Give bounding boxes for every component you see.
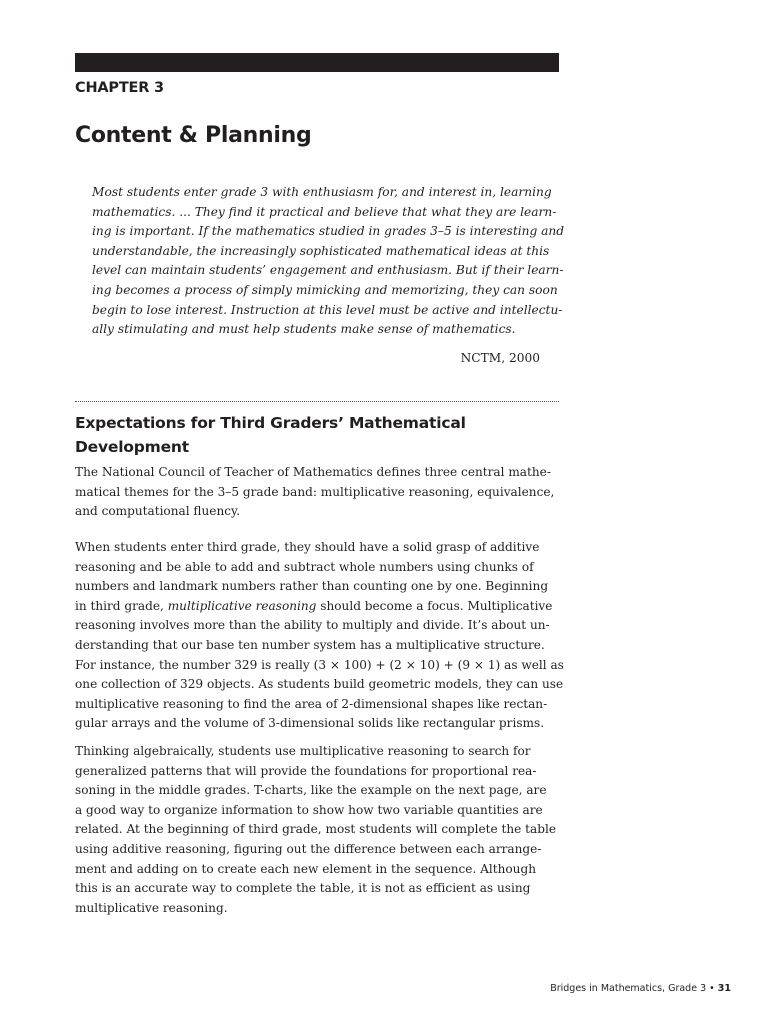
paragraph-line: and computational fluency. bbox=[75, 504, 241, 519]
paragraph-line: matical themes for the 3–5 grade band: multiplicative reasoning, equivalence, bbox=[75, 484, 555, 499]
paragraph-themes bbox=[75, 463, 559, 522]
quote-line: understandable, the increasingly sophisticated mathematical ideas at this bbox=[92, 243, 550, 258]
emphasized-term: multiplicative reasoning bbox=[167, 598, 317, 613]
heading-line: Development bbox=[75, 437, 189, 456]
quote-line: ing is important. If the mathematics studied in grades 3–5 is interesting and bbox=[92, 224, 565, 239]
paragraph-line: The National Council of Teacher of Mathematics defines three central mathe- bbox=[75, 465, 551, 479]
chapter-header-bar bbox=[75, 53, 559, 72]
section-divider bbox=[75, 401, 559, 402]
footer-text: Bridges in Mathematics, Grade 3 • bbox=[550, 983, 718, 994]
quote-line: level can maintain students’ engagement and enthusiasm. But if their learn- bbox=[92, 263, 564, 278]
page-title: Content & Planning bbox=[75, 123, 312, 148]
paragraph-line: multiplicative reasoning. bbox=[75, 900, 228, 915]
epigraph-quote bbox=[92, 183, 565, 340]
paragraph-line: a good way to organize information to show how two variable quantities are bbox=[75, 802, 543, 817]
paragraph-line: one collection of 329 objects. As students build geometric models, they can use bbox=[75, 677, 564, 692]
line-text: should become a focus. Multiplicative bbox=[316, 598, 553, 613]
quote-line: begin to lose interest. Instruction at this level must be active and intellectu- bbox=[92, 302, 563, 317]
paragraph-line: When students enter third grade, they should have a solid grasp of additive bbox=[75, 540, 540, 554]
paragraph-line: numbers and landmark numbers rather than counting one by one. Beginning bbox=[75, 579, 549, 594]
quote-line: Most students enter grade 3 with enthusiasm for, and interest in, learning bbox=[92, 185, 552, 199]
line-text: in third grade, bbox=[75, 598, 168, 613]
paragraph-line: reasoning and be able to add and subtract whole numbers using chunks of bbox=[75, 559, 534, 574]
quote-line: ing becomes a process of simply mimicking and memorizing, they can soon bbox=[92, 282, 558, 297]
paragraph-line: Thinking algebraically, students use multiplicative reasoning to search for bbox=[75, 744, 531, 758]
paragraph-line: related. At the beginning of third grade, most students will complete the table bbox=[75, 822, 557, 837]
paragraph-line: ment and adding on to create each new element in the sequence. Although bbox=[75, 861, 536, 876]
paragraph-line: soning in the middle grades. T-charts, like the example on the next page, are bbox=[75, 783, 547, 798]
paragraph-line: For instance, the number 329 is really (3 × 100) + (2 × 10) + (9 × 1) as well as bbox=[75, 657, 564, 672]
quote-line: mathematics. ... They find it practical and believe that what they are learn- bbox=[92, 204, 557, 219]
paragraph-algebraic-thinking bbox=[75, 742, 559, 918]
quote-attribution: NCTM, 2000 bbox=[460, 351, 540, 365]
paragraph-multiplicative-reasoning bbox=[75, 538, 564, 734]
chapter-label: CHAPTER 3 bbox=[75, 80, 164, 96]
paragraph-line: using additive reasoning, figuring out the difference between each arrange- bbox=[75, 841, 542, 856]
paragraph-line: reasoning involves more than the ability to multiply and divide. It’s about un- bbox=[75, 618, 550, 633]
paragraph-line: gular arrays and the volume of 3-dimensional solids like rectangular prisms. bbox=[75, 716, 545, 731]
section-heading bbox=[75, 412, 466, 459]
page-footer bbox=[550, 983, 731, 994]
page-number: 31 bbox=[717, 983, 731, 994]
paragraph-line: this is an accurate way to complete the table, it is not as efficient as using bbox=[75, 881, 531, 896]
paragraph-line bbox=[75, 597, 559, 617]
paragraph-line: generalized patterns that will provide the foundations for proportional rea- bbox=[75, 763, 537, 778]
heading-line: Expectations for Third Graders’ Mathematical bbox=[75, 414, 466, 432]
paragraph-line: derstanding that our base ten number system has a multiplicative structure. bbox=[75, 637, 545, 652]
quote-line: ally stimulating and must help students make sense of mathematics. bbox=[92, 322, 516, 337]
paragraph-line: multiplicative reasoning to find the area of 2-dimensional shapes like rectan- bbox=[75, 696, 548, 711]
